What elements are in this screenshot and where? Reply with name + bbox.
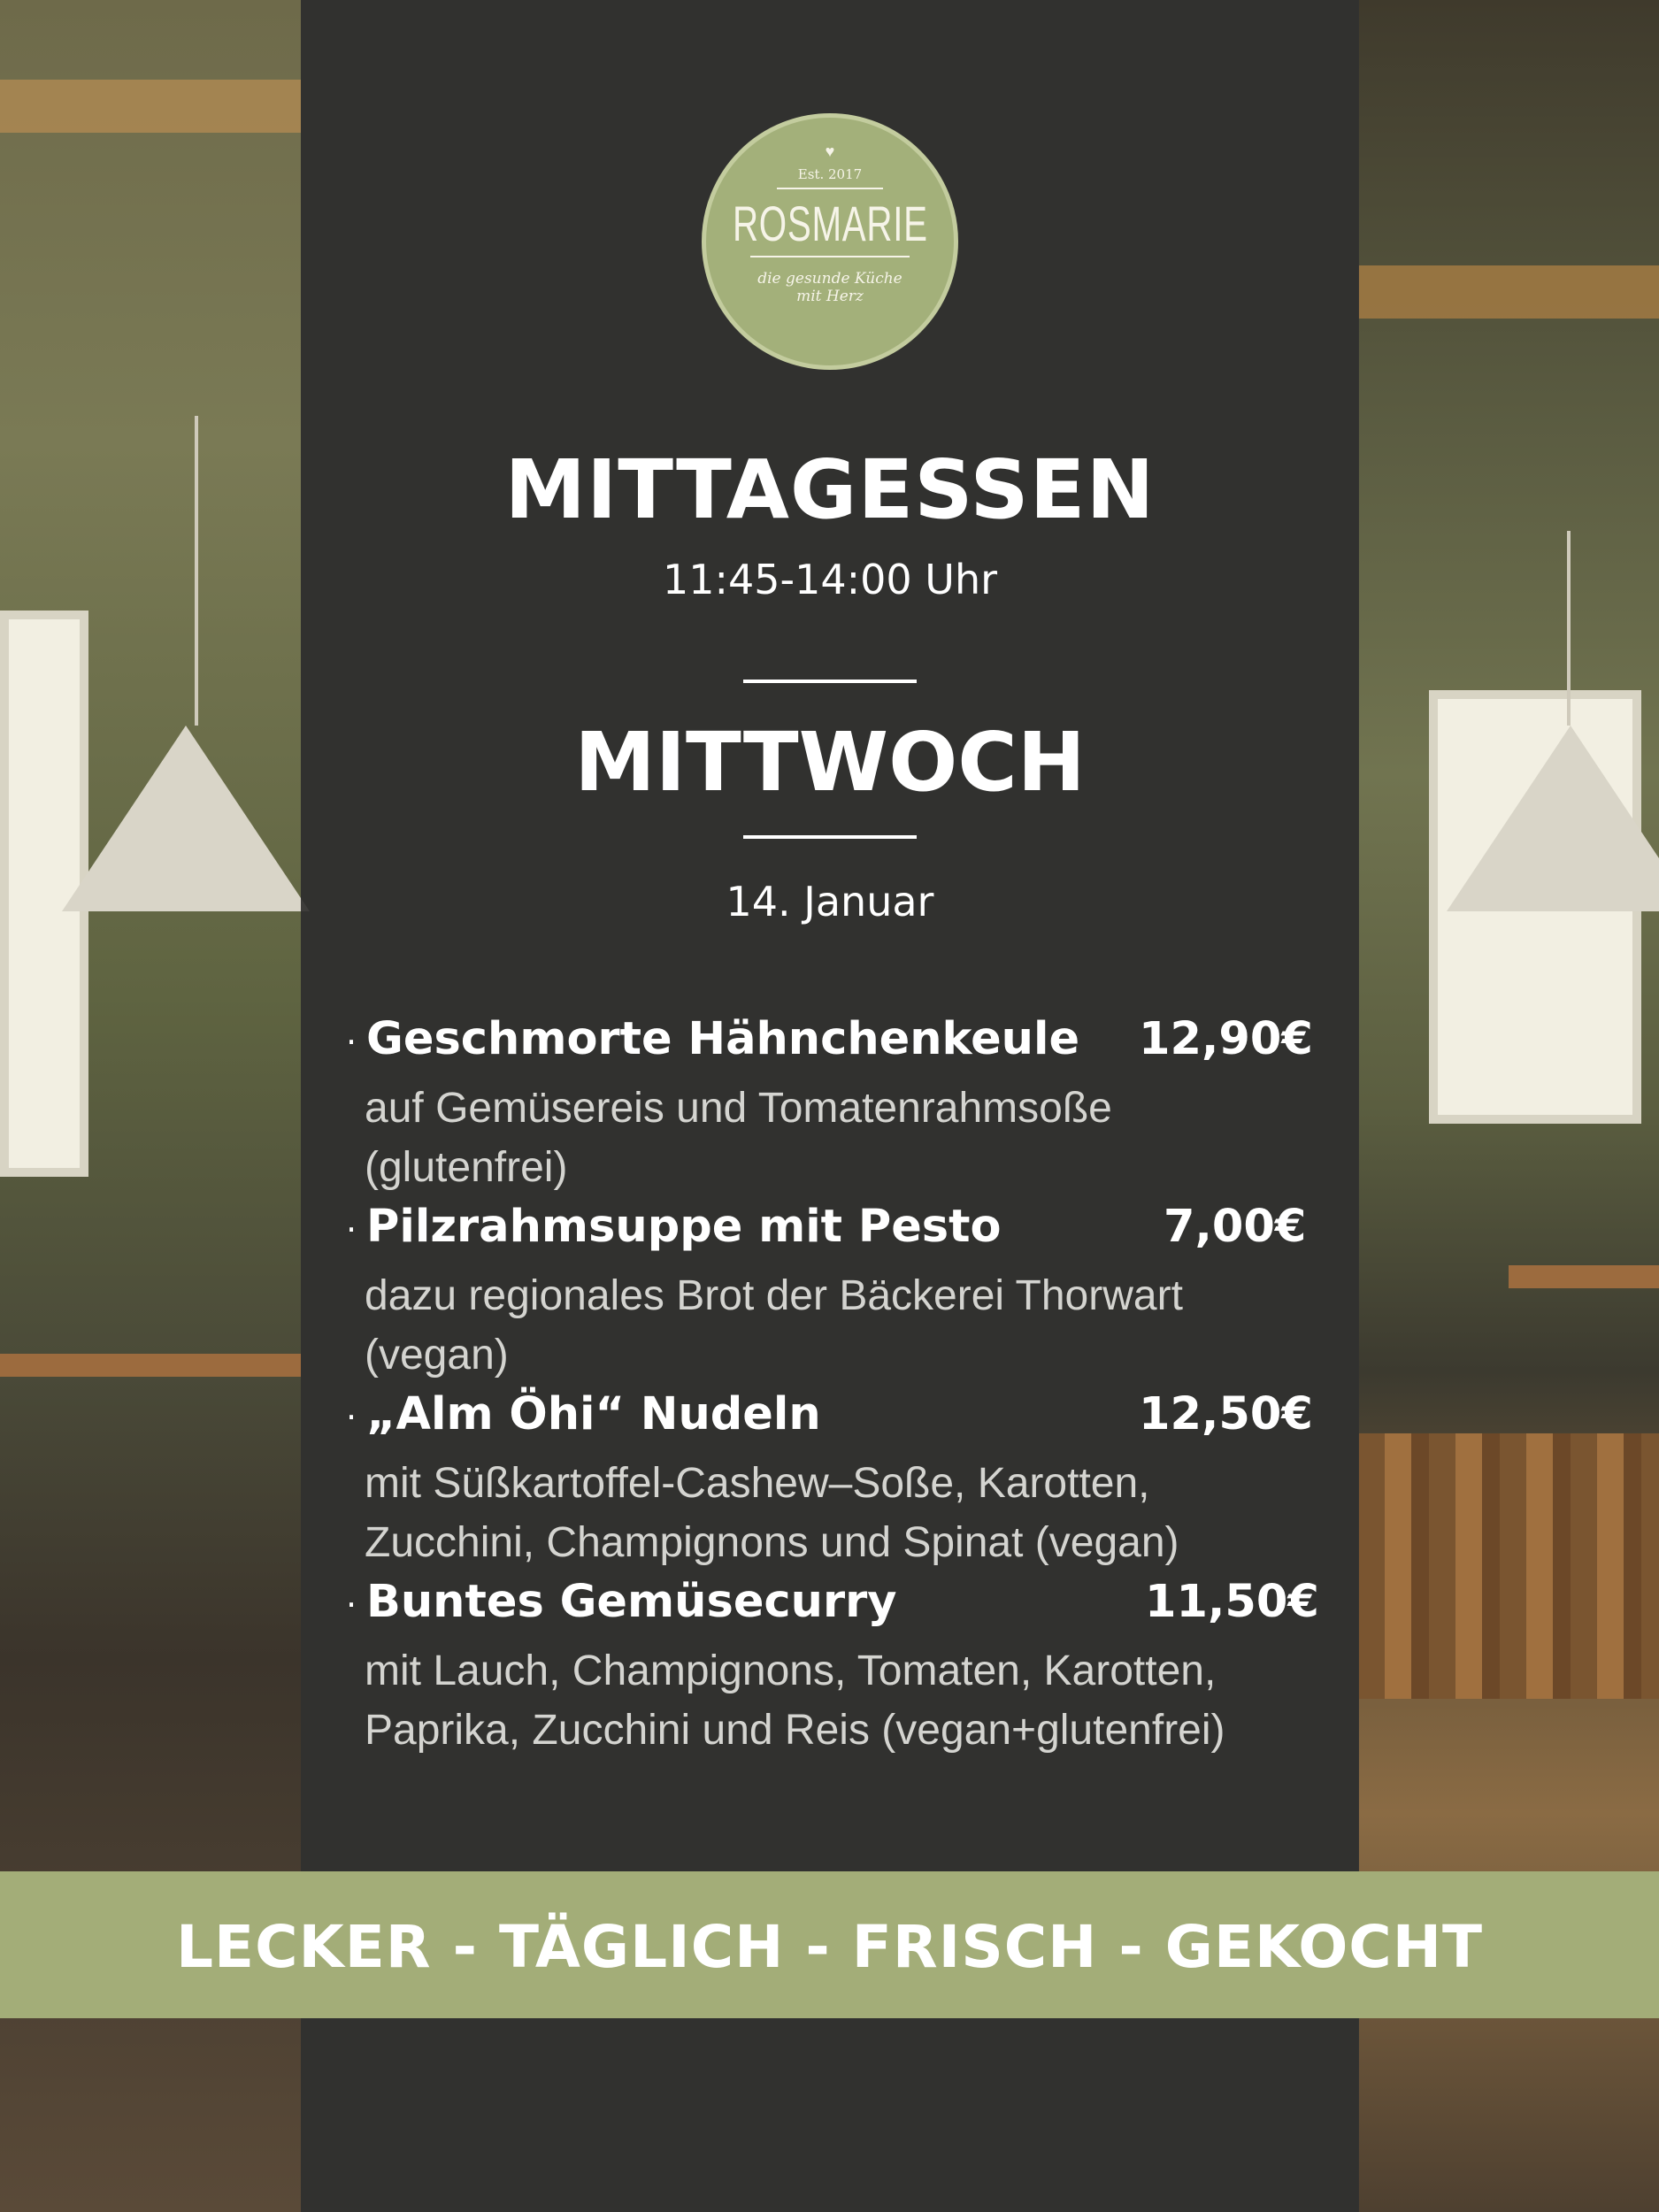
table-left	[0, 1354, 301, 1377]
logo-est: Est. 2017	[797, 166, 863, 182]
bullet-icon: ·	[345, 1023, 357, 1062]
ceiling-beam-right	[1358, 265, 1659, 319]
pendant-lamp-right	[1447, 726, 1659, 911]
logo-tagline-line: mit Herz	[796, 288, 864, 305]
dish-description: mit Süßkartoffel-Cashew–Soße, Karotten,	[365, 1460, 1150, 1507]
wooden-counter	[1358, 1433, 1659, 1699]
menu-item	[336, 1388, 1327, 1576]
logo-tagline-line: die gesunde Küche	[757, 270, 902, 288]
menu-item	[336, 1201, 1327, 1388]
dish-name: Geschmorte Hähnchenkeule	[366, 1013, 1080, 1065]
bullet-icon: ·	[345, 1398, 357, 1437]
menu-title: MITTAGESSEN	[504, 442, 1156, 537]
logo-rule	[750, 256, 910, 257]
dish-description: mit Lauch, Champignons, Tomaten, Karotten,	[365, 1647, 1217, 1694]
logo-name: ROSMARIE	[732, 196, 928, 251]
menu-list	[336, 1013, 1327, 1763]
divider-top	[743, 680, 917, 683]
dish-description: (glutenfrei)	[365, 1144, 568, 1191]
ceiling-beam-left	[0, 80, 301, 133]
dish-name: „Alm Öhi“ Nudeln	[366, 1388, 821, 1440]
bullet-icon: ·	[345, 1210, 357, 1249]
table-right	[1509, 1265, 1659, 1288]
rosmarie-logo	[702, 113, 958, 370]
dish-description: (vegan)	[365, 1332, 509, 1379]
lamp-cord-left	[195, 416, 198, 726]
dish-description: Zucchini, Champignons und Spinat (vegan)	[365, 1519, 1179, 1566]
menu-item	[336, 1013, 1327, 1201]
dish-name: Pilzrahmsuppe mit Pesto	[366, 1201, 1002, 1253]
dish-price: 12,90€	[1139, 1013, 1313, 1065]
menu-item	[336, 1576, 1327, 1763]
dish-name: Buntes Gemüsecurry	[366, 1576, 897, 1628]
menu-date: 14. Januar	[726, 878, 934, 926]
dish-description: auf Gemüsereis und Tomatenrahmsoße	[365, 1085, 1112, 1132]
dish-price: 7,00€	[1164, 1201, 1307, 1253]
logo-tagline	[746, 270, 914, 305]
dish-price: 12,50€	[1139, 1388, 1313, 1440]
slogan-text: LECKER - TÄGLICH - FRISCH - GEKOCHT	[175, 1913, 1483, 1981]
dish-description: Paprika, Zucchini und Reis (vegan+glutenfrei)	[365, 1707, 1225, 1754]
divider-bottom	[743, 835, 917, 839]
opening-hours: 11:45-14:00 Uhr	[662, 556, 998, 603]
dish-price: 11,50€	[1145, 1576, 1319, 1628]
dish-description: dazu regionales Brot der Bäckerei Thorwart	[365, 1272, 1183, 1319]
weekday-title: MITTWOCH	[574, 715, 1086, 810]
lamp-cord-right	[1567, 531, 1571, 726]
logo-rule	[777, 188, 883, 189]
pendant-lamp-left	[62, 726, 310, 911]
heart-icon: ♥	[825, 142, 835, 160]
bullet-icon: ·	[345, 1586, 357, 1624]
